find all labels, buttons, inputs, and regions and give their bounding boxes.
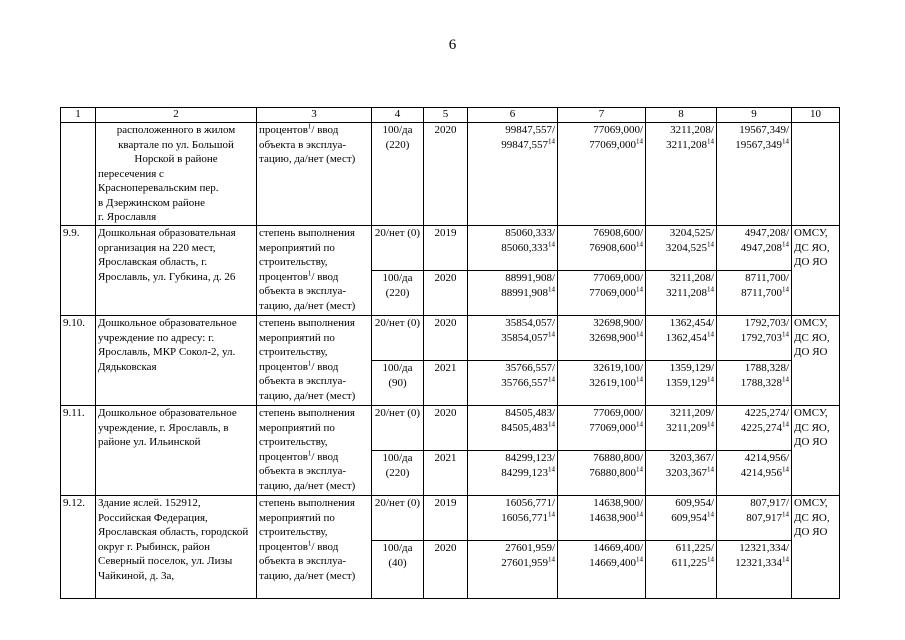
federal-amount-cell: 14638,900/ 14638,900$^{14}$ xyxy=(558,496,646,541)
regional-amount-cell: 611,225/ 611,225$^{14}$ xyxy=(646,541,717,599)
local-amount-cell: 1792,703/ 1792,703$^{14}$ xyxy=(717,316,792,361)
footnote-mark: 1 xyxy=(307,448,312,457)
indicator-text: / ввод объекта в эксплуа-тацию, да/нет (мест) xyxy=(259,124,356,165)
responsible-cell: ОМСУ, ДС ЯО, ДО ЯО xyxy=(792,496,840,599)
total-amount-cell: 88991,908/ 88991,908$^{14}$ xyxy=(468,271,558,316)
indicator-text: степень выполнения мероприятий по строительству, xyxy=(259,317,355,358)
federal-amount-cell: 76880,800/ 76880,800$^{14}$ xyxy=(558,451,646,496)
year-cell: 2020 xyxy=(424,123,468,226)
page-number: 6 xyxy=(448,37,457,53)
indicator-text: степень выполнения мероприятий по строительству, xyxy=(259,407,355,448)
column-header: 1 xyxy=(61,108,96,123)
year-cell: 2020 xyxy=(424,541,468,599)
object-name-cell: Дошкольная образовательная организация на 220 мест, Ярославская область, г. Ярославль, ул. Губкина, д. 26 xyxy=(96,226,257,316)
table-body xyxy=(61,108,840,599)
indicator-text: процентов xyxy=(259,540,308,553)
responsible-cell: ОМСУ, ДС ЯО, ДО ЯО xyxy=(792,316,840,406)
local-amount-cell: 4225,274/ 4225,274$^{14}$ xyxy=(717,406,792,451)
object-name-line: пересечения с xyxy=(98,167,164,180)
row-number-cell: 9.12. xyxy=(61,496,96,599)
indicator-text: / ввод объекта в эксплуа-тацию, да/нет (мест) xyxy=(259,450,356,492)
regional-amount-cell: 3211,208/ 3211,208$^{14}$ xyxy=(646,123,717,226)
table-row xyxy=(61,496,840,541)
indicator-text: / ввод объекта в эксплуа-тацию, да/нет (мест) xyxy=(259,540,356,582)
local-amount-cell: 1788,328/ 1788,328$^{14}$ xyxy=(717,361,792,406)
year-cell: 2020 xyxy=(424,406,468,451)
federal-amount-cell: 32619,100/ 32619,100$^{14}$ xyxy=(558,361,646,406)
year-cell: 2019 xyxy=(424,496,468,541)
footnote-mark: 1 xyxy=(307,538,312,547)
target-value-cell: 20/нет (0) xyxy=(372,406,424,451)
regional-amount-cell: 3204,525/ 3204,525$^{14}$ xyxy=(646,226,717,271)
column-header: 3 xyxy=(257,108,372,123)
indicator-text: процентов xyxy=(259,360,308,373)
year-cell: 2021 xyxy=(424,451,468,496)
row-number-cell: 9.9. xyxy=(61,226,96,316)
responsible-cell: ОМСУ, ДС ЯО, ДО ЯО xyxy=(792,226,840,316)
local-amount-cell: 4214,956/ 4214,956$^{14}$ xyxy=(717,451,792,496)
regional-amount-cell: 1362,454/ 1362,454$^{14}$ xyxy=(646,316,717,361)
local-amount-cell: 8711,700/ 8711,700$^{14}$ xyxy=(717,271,792,316)
local-amount-cell: 4947,208/ 4947,208$^{14}$ xyxy=(717,226,792,271)
column-header: 6 xyxy=(468,108,558,123)
column-header: 10 xyxy=(792,108,840,123)
year-cell: 2020 xyxy=(424,271,468,316)
program-table xyxy=(60,107,840,599)
total-amount-cell: 99847,557/ 99847,557$^{14}$ xyxy=(468,123,558,226)
regional-amount-cell: 3211,209/ 3211,209$^{14}$ xyxy=(646,406,717,451)
target-value-cell: 100/да (220) xyxy=(372,451,424,496)
federal-amount-cell: 14669,400/ 14669,400$^{14}$ xyxy=(558,541,646,599)
indicator-text: степень выполнения мероприятий по строительству, xyxy=(259,497,355,538)
regional-amount-cell: 609,954/ 609,954$^{14}$ xyxy=(646,496,717,541)
federal-amount-cell: 77069,000/ 77069,000$^{14}$ xyxy=(558,406,646,451)
target-value-cell: 100/да (220) xyxy=(372,271,424,316)
footnote-mark: 1 xyxy=(307,268,312,277)
total-amount-cell: 35766,557/ 35766,557$^{14}$ xyxy=(468,361,558,406)
year-cell: 2021 xyxy=(424,361,468,406)
object-name-cell: Дошкольное образовательное учреждение по адресу: г. Ярославль, МКР Сокол-2, ул. Дядьковская xyxy=(96,316,257,406)
object-name-line: г. Ярославля xyxy=(98,211,157,223)
table-row xyxy=(61,226,840,271)
column-header: 2 xyxy=(96,108,257,123)
responsible-cell: ОМСУ, ДС ЯО, ДО ЯО xyxy=(792,406,840,496)
federal-amount-cell: 77069,000/ 77069,000$^{14}$ xyxy=(558,271,646,316)
indicator-cell xyxy=(257,406,372,496)
row-number-cell xyxy=(61,123,96,226)
local-amount-cell: 12321,334/ 12321,334$^{14}$ xyxy=(717,541,792,599)
target-value-cell: 20/нет (0) xyxy=(372,496,424,541)
regional-amount-cell: 1359,129/ 1359,129$^{14}$ xyxy=(646,361,717,406)
indicator-text: / ввод объекта в эксплуа-тацию, да/нет (мест) xyxy=(259,270,356,312)
total-amount-cell: 85060,333/ 85060,333$^{14}$ xyxy=(468,226,558,271)
table-row xyxy=(61,406,840,451)
target-value-cell: 100/да (90) xyxy=(372,361,424,406)
federal-amount-cell: 77069,000/ 77069,000$^{14}$ xyxy=(558,123,646,226)
column-header: 5 xyxy=(424,108,468,123)
total-amount-cell: 84505,483/ 84505,483$^{14}$ xyxy=(468,406,558,451)
object-name-line: в Дзержинском районе xyxy=(98,196,206,209)
indicator-cell xyxy=(257,496,372,599)
target-value-cell: 100/да (220) xyxy=(372,123,424,226)
indicator-cell xyxy=(257,226,372,316)
table-row-continued xyxy=(61,123,840,226)
indicator-text: степень выполнения мероприятий по строительству, xyxy=(259,227,355,268)
year-cell: 2020 xyxy=(424,316,468,361)
object-name-line: Красноперевальским пер. xyxy=(98,182,219,194)
total-amount-cell: 27601,959/ 27601,959$^{14}$ xyxy=(468,541,558,599)
indicator-text: процентов xyxy=(259,124,308,136)
local-amount-cell: 19567,349/ 19567,349$^{14}$ xyxy=(717,123,792,226)
responsible-cell xyxy=(792,123,840,226)
object-name-line: квартале по ул. Большой xyxy=(118,138,234,151)
footnote-mark: 1 xyxy=(307,122,312,131)
target-value-cell: 20/нет (0) xyxy=(372,226,424,271)
object-name-cell: Дошкольное образовательное учреждение, г. Ярославль, в районе ул. Ильинской xyxy=(96,406,257,496)
regional-amount-cell: 3211,208/ 3211,208$^{14}$ xyxy=(646,271,717,316)
header-row xyxy=(61,108,840,123)
indicator-cell xyxy=(257,316,372,406)
object-name-cell: Здание яслей. 152912, Российская Федерация, Ярославская область, городской округ г. Рыбинск, район Северный поселок, ул. Лизы Чайкиной, д. 3а, xyxy=(96,496,257,599)
year-cell: 2019 xyxy=(424,226,468,271)
total-amount-cell: 16056,771/ 16056,771$^{14}$ xyxy=(468,496,558,541)
total-amount-cell: 84299,123/ 84299,123$^{14}$ xyxy=(468,451,558,496)
total-amount-cell: 35854,057/ 35854,057$^{14}$ xyxy=(468,316,558,361)
column-header: 8 xyxy=(646,108,717,123)
row-number-cell: 9.11. xyxy=(61,406,96,496)
indicator-text: процентов xyxy=(259,450,308,463)
footnote-mark: 1 xyxy=(307,358,312,367)
column-header: 4 xyxy=(372,108,424,123)
local-amount-cell: 807,917/ 807,917$^{14}$ xyxy=(717,496,792,541)
target-value-cell: 20/нет (0) xyxy=(372,316,424,361)
indicator-text: процентов xyxy=(259,270,308,283)
object-name-line: расположенного в жилом xyxy=(116,124,236,136)
federal-amount-cell: 32698,900/ 32698,900$^{14}$ xyxy=(558,316,646,361)
target-value-cell: 100/да (40) xyxy=(372,541,424,599)
row-number-cell: 9.10. xyxy=(61,316,96,406)
federal-amount-cell: 76908,600/ 76908,600$^{14}$ xyxy=(558,226,646,271)
regional-amount-cell: 3203,367/ 3203,367$^{14}$ xyxy=(646,451,717,496)
column-header: 9 xyxy=(717,108,792,123)
column-header: 7 xyxy=(558,108,646,123)
indicator-cell xyxy=(257,123,372,226)
object-name-cell xyxy=(96,123,257,226)
object-name-line: Норской в районе xyxy=(134,153,218,165)
indicator-text: / ввод объекта в эксплуа-тацию, да/нет (мест) xyxy=(259,360,356,402)
table-row xyxy=(61,316,840,361)
